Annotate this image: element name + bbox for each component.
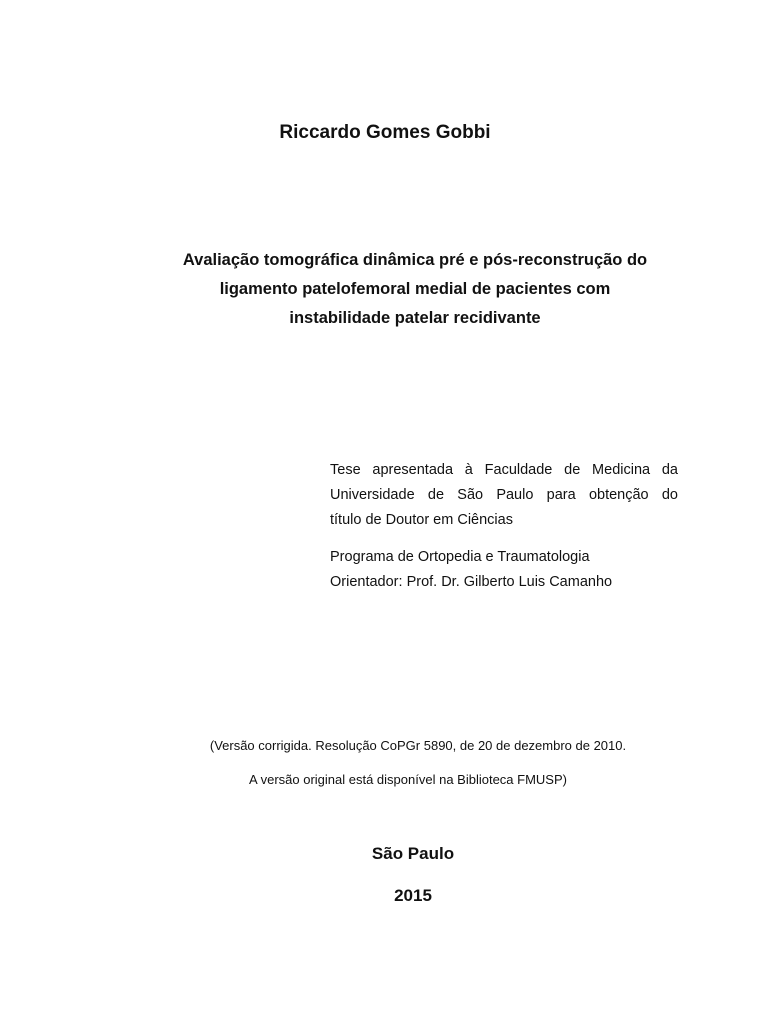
advisor-name: Orientador: Prof. Dr. Gilberto Luis Camanho bbox=[330, 574, 613, 590]
thesis-statement-block bbox=[330, 458, 678, 595]
thesis-title bbox=[130, 246, 700, 333]
year: 2015 bbox=[394, 886, 432, 905]
city: São Paulo bbox=[371, 844, 455, 863]
version-note-line: A versão original está disponível na Biblioteca FMUSP) bbox=[249, 772, 567, 787]
title-line: Avaliação tomográfica dinâmica pré e pós-reconstrução do bbox=[182, 251, 648, 269]
version-note-line: (Versão corrigida. Resolução CoPGr 5890, de 20 de dezembro de 2010. bbox=[209, 738, 627, 753]
title-line: instabilidade patelar recidivante bbox=[289, 309, 541, 327]
thesis-statement-line: Universidade de São Paulo para obtenção do bbox=[330, 487, 678, 503]
author-name: Riccardo Gomes Gobbi bbox=[279, 122, 491, 143]
thesis-statement-line: Tese apresentada à Faculdade de Medicina da bbox=[330, 462, 678, 478]
paragraph-gap bbox=[330, 533, 678, 545]
thesis-statement-line: título de Doutor em Ciências bbox=[330, 512, 513, 528]
title-line: ligamento patelofemoral medial de pacientes com bbox=[219, 280, 611, 298]
program-name: Programa de Ortopedia e Traumatologia bbox=[330, 549, 590, 565]
